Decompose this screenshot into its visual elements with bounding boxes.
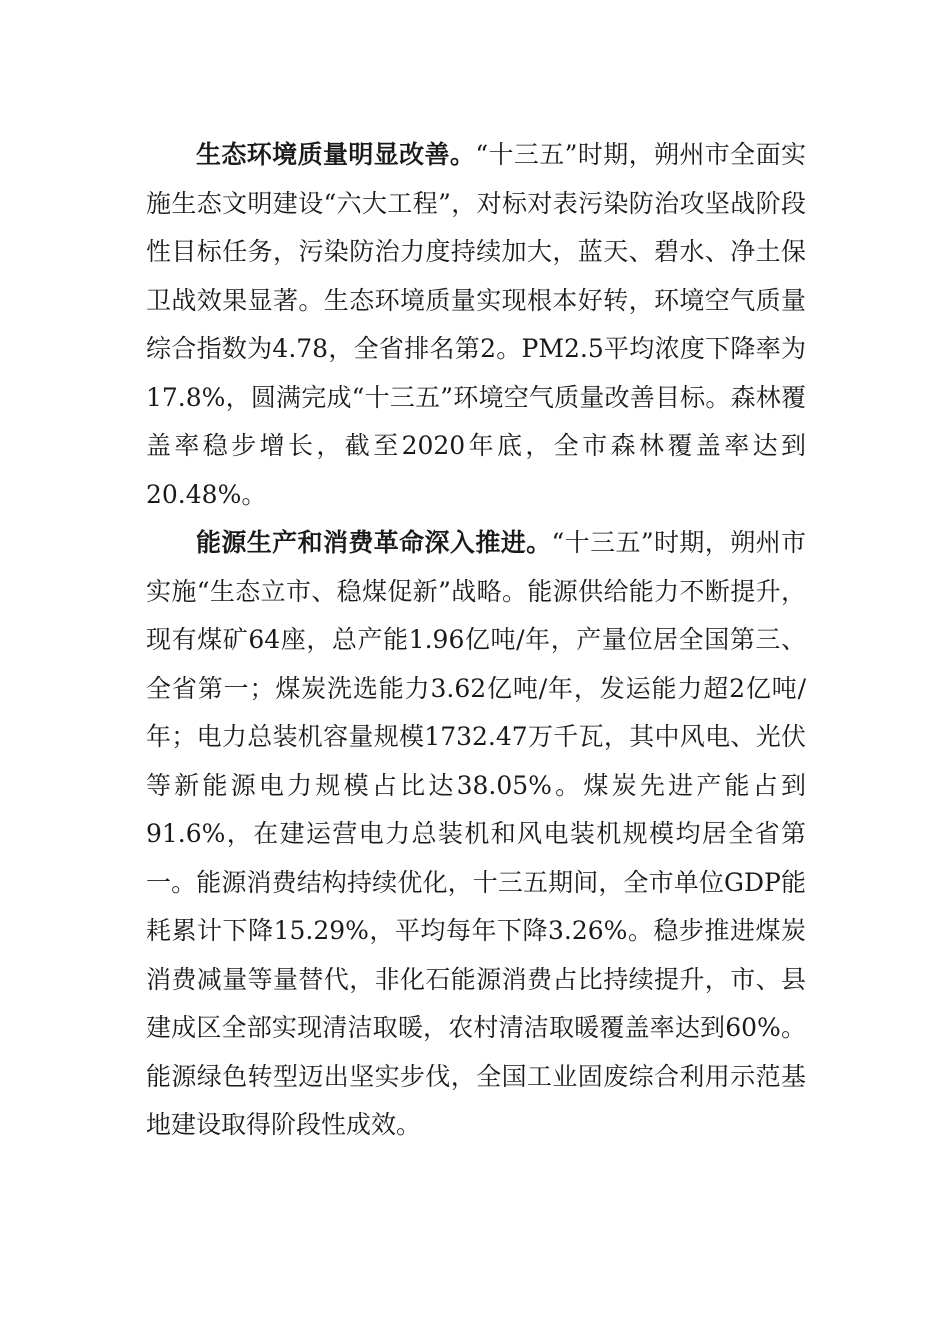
document-body bbox=[146, 131, 806, 1150]
paragraph-heading: 生态环境质量明显改善。 bbox=[196, 140, 476, 169]
paragraph-text: “十三五”时期，朔州市全面实施生态文明建设“六大工程”，对标对表污染防治攻坚战阶段性目标任务，污染防治力度持续加大，蓝天、碧水、净土保卫战效果显著。生态环境质量实现根本好转，环境空气质量综合指数为4.78，全省排名第2。PM2.5平均浓度下降率为17.8%，圆满完成“十三五”环境空气质量改善目标。森林覆盖率稳步增长，截至2020年底，全市森林覆盖率达到20.48%。 bbox=[146, 140, 806, 509]
paragraph-energy bbox=[146, 519, 806, 1150]
paragraph-heading: 能源生产和消费革命深入推进。 bbox=[196, 528, 552, 557]
paragraph-ecology bbox=[146, 131, 806, 519]
paragraph-text: “十三五”时期，朔州市实施“生态立市、稳煤促新”战略。能源供给能力不断提升，现有煤矿64座，总产能1.96亿吨/年，产量位居全国第三、全省第一；煤炭洗选能力3.62亿吨/年，发运能力超2亿吨/年；电力总装机容量规模1732.47万千瓦，其中风电、光伏等新能源电力规模占比达38.05%。煤炭先进产能占到91.6%，在建运营电力总装机和风电装机规模均居全省第一。能源消费结构持续优化，十三五期间，全市单位GDP能耗累计下降15.29%，平均每年下降3.26%。稳步推进煤炭消费减量等量替代，非化石能源消费占比持续提升，市、县建成区全部实现清洁取暖，农村清洁取暖覆盖率达到60%。能源绿色转型迈出坚实步伐，全国工业固废综合利用示范基地建设取得阶段性成效。 bbox=[146, 528, 806, 1139]
